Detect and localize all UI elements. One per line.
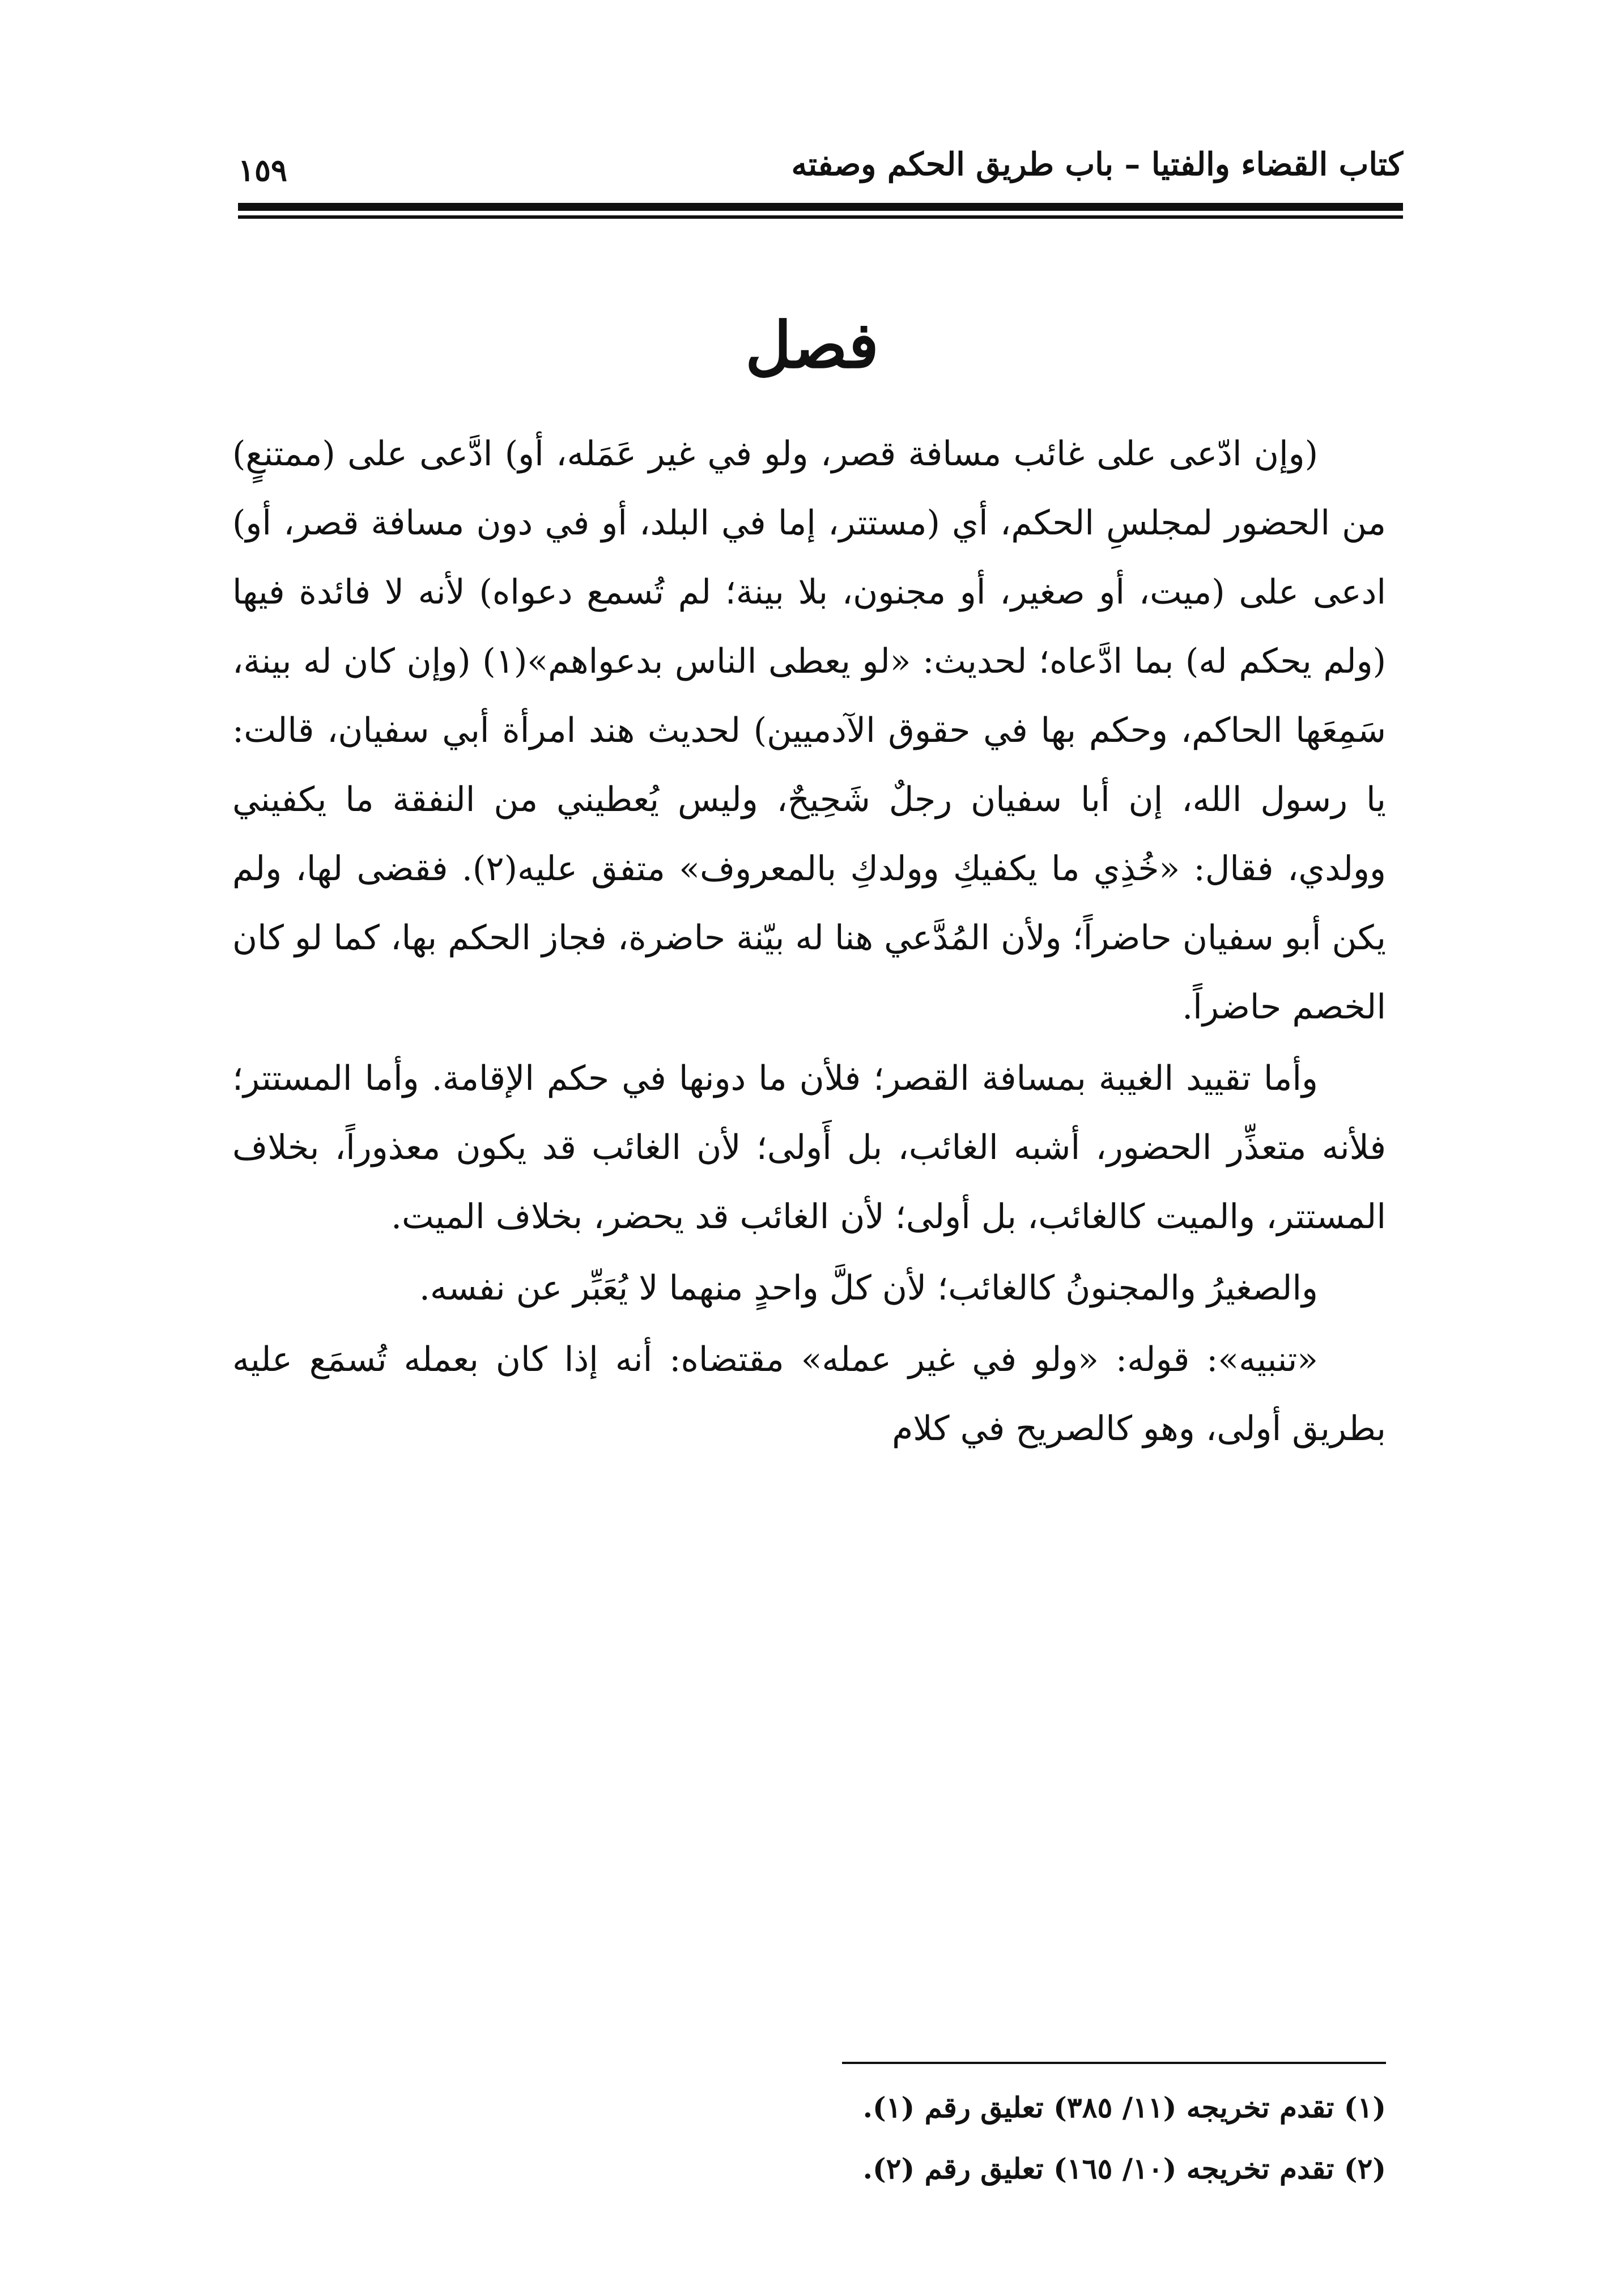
- header-title: كتاب القضاء والفتيا – باب طريق الحكم وصفته: [791, 146, 1403, 183]
- footnote: (١) تقدم تخريجه (١١/ ٣٨٥) تعليق رقم (١).: [862, 2091, 1386, 2124]
- body-text: [232, 419, 1386, 1466]
- header-rule-thin: [238, 215, 1403, 219]
- footnotes: [232, 2077, 1386, 2199]
- footnote-divider: [842, 2062, 1386, 2064]
- footnote: (٢) تقدم تخريجه (١٠/ ١٦٥) تعليق رقم (٢).: [862, 2152, 1386, 2185]
- paragraph: (وإن ادّعى على غائب مسافة قصر، ولو في غير عَمَله، أو) ادَّعى على (ممتنعٍ) من الحضور لمجلسِ الحكم، أي (مستتر، إما في البلد، أو في دون مسافة قصر، أو) ادعى على (ميت، أو صغير، أو مجنون، بلا بينة؛ لم تُسمع دعواه) لأنه لا فائدة فيها (ولم يحكم له) بما ادَّعاه؛ لحديث: «لو يعطى الناس بدعواهم»(١) (وإن كان له بينة، سَمِعَها الحاكم، وحكم بها في حقوق الآدميين) لحديث هند امرأة أبي سفيان، قالت: يا رسول الله، إن أبا سفيان رجلٌ شَحِيحٌ، وليس يُعطيني من النفقة ما يكفيني وولدي، فقال: «خُذِي ما يكفيكِ وولدكِ بالمعروف» متفق عليه(٢). فقضى لها، ولم يكن أبو سفيان حاضراً؛ ولأن المُدَّعي هنا له بيّنة حاضرة، فجاز الحكم بها، كما لو كان الخصم حاضراً.: [232, 434, 1387, 1027]
- section-title: فصل: [745, 308, 879, 383]
- page-number: ١٥٩: [238, 152, 288, 188]
- paragraph: والصغيرُ والمجنونُ كالغائب؛ لأن كلَّ واحدٍ منهما لا يُعَبِّر عن نفسه.: [419, 1268, 1318, 1308]
- running-header: [238, 136, 1403, 193]
- paragraph: وأما تقييد الغيبة بمسافة القصر؛ فلأن ما دونها في حكم الإقامة. وأما المستتر؛ فلأنه متعذِّر الحضور، أشبه الغائب، بل أَولى؛ لأن الغائب قد يكون معذوراً، بخلاف المستتر، والميت كالغائب، بل أولى؛ لأن الغائب قد يحضر، بخلاف الميت.: [232, 1059, 1386, 1237]
- paragraph: «تنبيه»: قوله: «ولو في غير عمله» مقتضاه: أنه إذا كان بعمله تُسمَع عليه بطريق أولى، وهو كالصريح في كلام: [232, 1340, 1386, 1449]
- header-rule-thick: [238, 203, 1403, 211]
